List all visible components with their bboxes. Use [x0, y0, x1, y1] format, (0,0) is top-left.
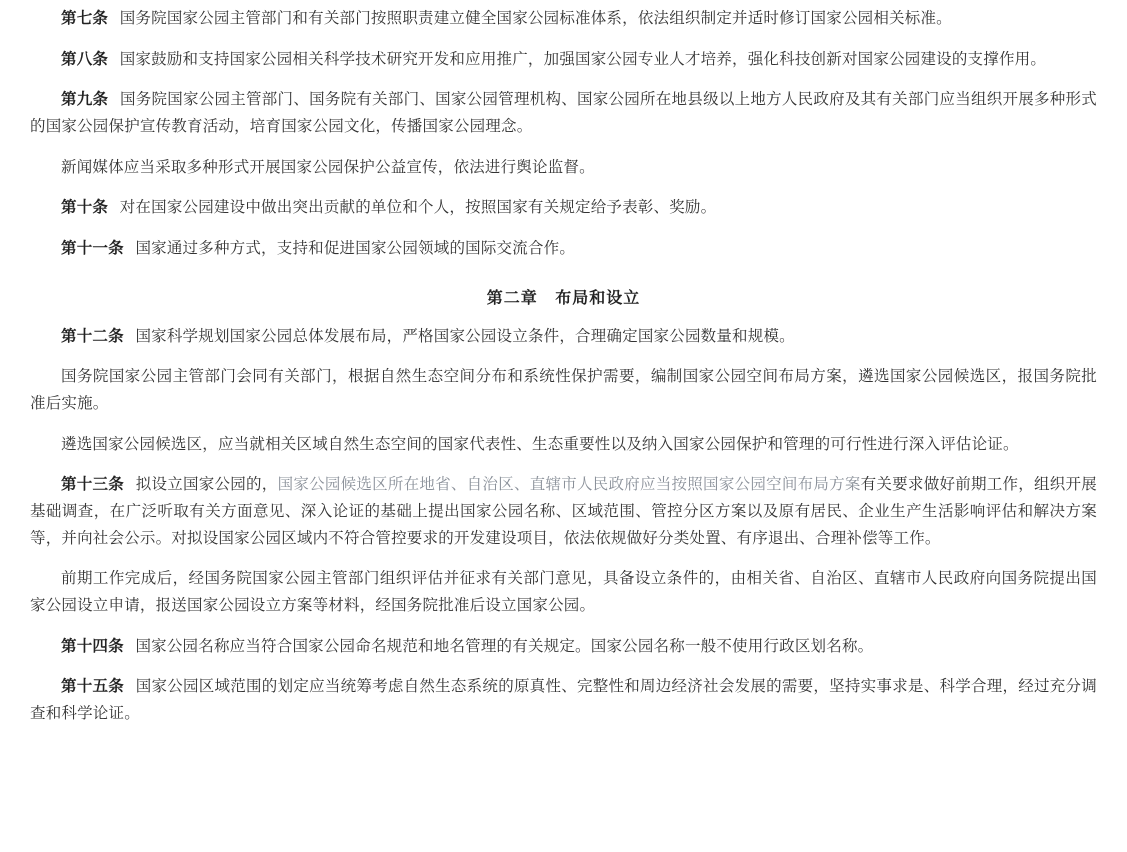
body-text: 国务院国家公园主管部门会同有关部门，根据自然生态空间分布和系统性保护需要，编制国家公园空间布局方案，遴选国家公园候选区，报国务院批准后实施。 [30, 368, 1097, 412]
article-paragraph [30, 195, 1097, 222]
article-text-segment: 有关要求做好前期工作，组织开展基础调查，在广泛听取有关方面意见、深入论证的基础上提出国家公园名称、区域范围、管控分区方案以及原有居民、企业生产生活影响评估和解决方案等，并向社会公示。对拟设国家公园区域内不符合管控要求的开发建设项目，依法依规做好分类处置、有序退出、合理补偿等工作。 [30, 476, 1097, 547]
article-text-segment-highlighted: 国家公园候选区所在地省、自治区、直辖市人民政府应当按照国家公园空间布局方案 [277, 476, 861, 494]
article-paragraph [30, 47, 1097, 74]
article-paragraph [30, 634, 1097, 661]
chapter-number: 第二章 [486, 289, 538, 307]
article-paragraph [30, 472, 1097, 552]
chapter-name: 布局和设立 [555, 289, 641, 307]
article-text: 国务院国家公园主管部门、国务院有关部门、国家公园管理机构、国家公园所在地县级以上地方人民政府及其有关部门应当组织开展多种形式的国家公园保护宣传教育活动，培育国家公园文化，传播国家公园理念。 [30, 91, 1097, 135]
article-paragraph [30, 674, 1097, 727]
article-label: 第十二条 [61, 327, 124, 345]
article-label: 第十四条 [61, 637, 124, 655]
article-paragraph [30, 324, 1097, 351]
article-text: 对在国家公园建设中做出突出贡献的单位和个人，按照国家有关规定给予表彰、奖励。 [119, 199, 717, 217]
article-label: 第七条 [61, 10, 109, 27]
article-label: 第十条 [61, 199, 109, 217]
article-label: 第九条 [61, 91, 109, 109]
chapter-heading [30, 285, 1097, 308]
body-paragraph [30, 566, 1097, 619]
body-paragraph [30, 155, 1097, 182]
body-text: 前期工作完成后，经国务院国家公园主管部门组织评估并征求有关部门意见，具备设立条件的，由相关省、自治区、直辖市人民政府向国务院提出国家公园设立申请，报送国家公园设立方案等材料，经国务院批准后设立国家公园。 [30, 570, 1097, 614]
body-paragraph [30, 432, 1097, 459]
body-paragraph [30, 364, 1097, 417]
body-text: 新闻媒体应当采取多种形式开展国家公园保护公益宣传，依法进行舆论监督。 [61, 158, 595, 176]
article-label: 第十三条 [61, 476, 125, 494]
body-text: 遴选国家公园候选区，应当就相关区域自然生态空间的国家代表性、生态重要性以及纳入国家公园保护和管理的可行性进行深入评估论证。 [61, 435, 1019, 453]
article-text: 国家通过多种方式，支持和促进国家公园领域的国际交流合作。 [135, 239, 576, 257]
article-text: 国家科学规划国家公园总体发展布局，严格国家公园设立条件，合理确定国家公园数量和规模。 [135, 327, 795, 345]
article-paragraph [30, 6, 1097, 33]
article-text: 国务院国家公园主管部门和有关部门按照职责建立健全国家公园标准体系，依法组织制定并适时修订国家公园相关标准。 [119, 10, 952, 27]
article-text: 国家公园区域范围的划定应当统筹考虑自然生态系统的原真性、完整性和周边经济社会发展的需要，坚持实事求是、科学合理，经过充分调查和科学论证。 [30, 678, 1097, 722]
article-text: 国家公园名称应当符合国家公园命名规范和地名管理的有关规定。国家公园名称一般不使用行政区划名称。 [135, 637, 874, 655]
article-label: 第十一条 [61, 239, 124, 257]
article-paragraph [30, 87, 1097, 140]
article-label: 第十五条 [61, 678, 125, 696]
article-paragraph [30, 236, 1097, 263]
article-text: 国家鼓励和支持国家公园相关科学技术研究开发和应用推广，加强国家公园专业人才培养，强化科技创新对国家公园建设的支撑作用。 [119, 50, 1047, 68]
article-text-segment: 拟设立国家公园的， [135, 476, 278, 494]
article-label: 第八条 [61, 50, 109, 68]
